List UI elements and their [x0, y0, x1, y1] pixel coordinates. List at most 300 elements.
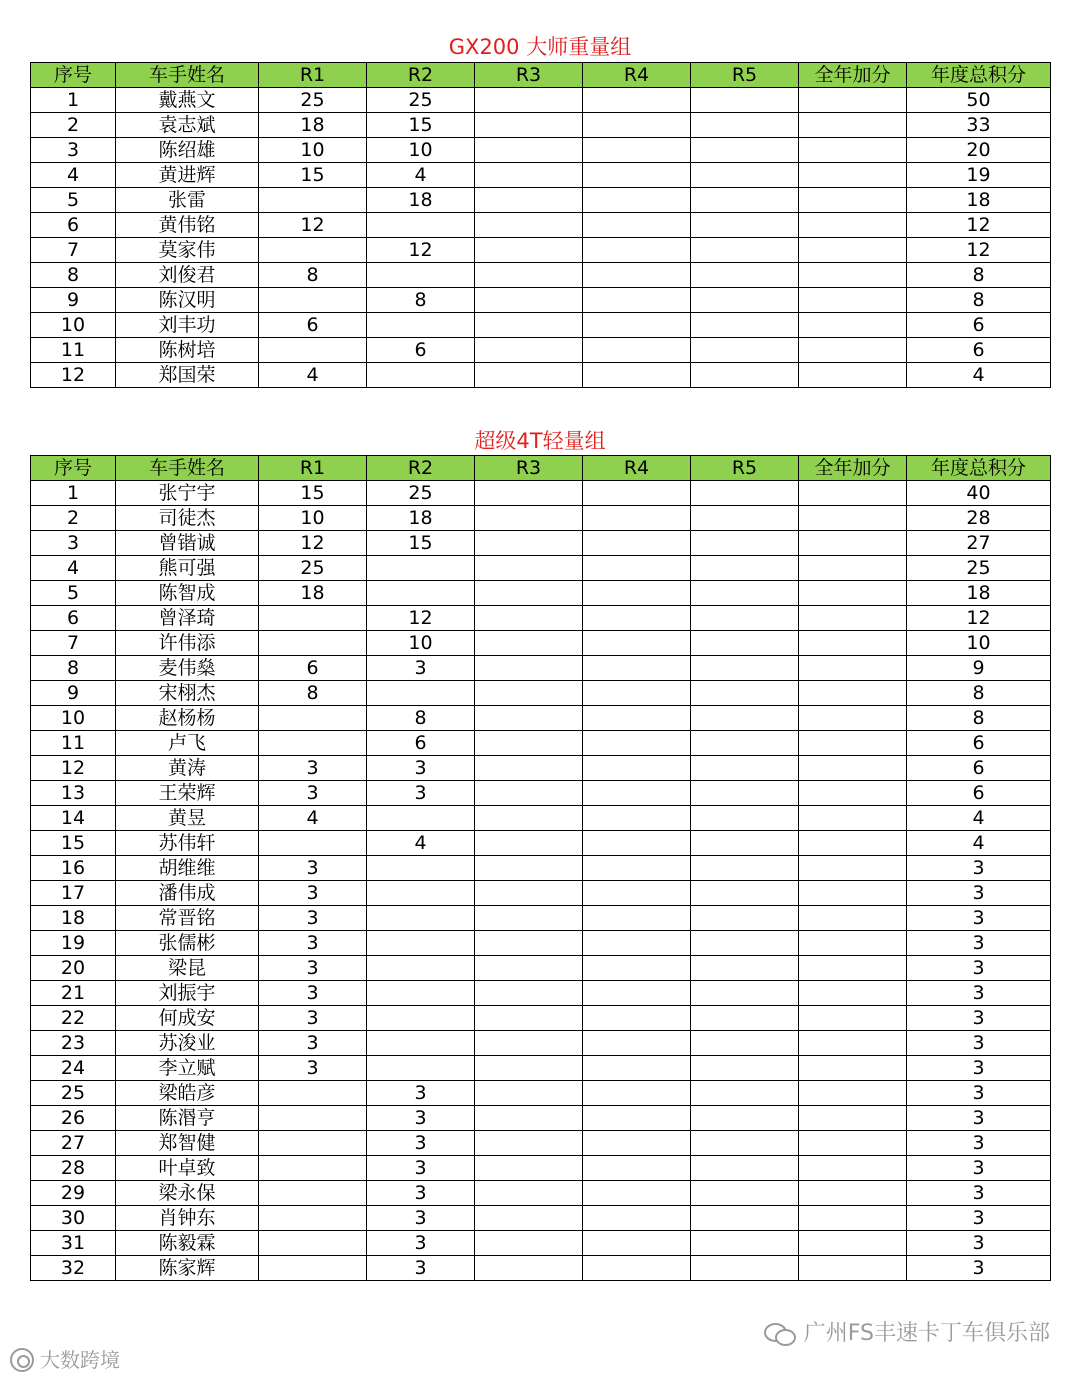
cell-rank: 27 [31, 1131, 116, 1156]
cell-driver-name: 苏浚业 [116, 1031, 259, 1056]
cell-rank: 7 [31, 631, 116, 656]
cell-r2 [367, 956, 475, 981]
cell-bonus [799, 313, 907, 338]
cell-r5 [691, 881, 799, 906]
table-row [31, 481, 1051, 506]
cell-r1: 3 [259, 1056, 367, 1081]
column-header-driver-name: 车手姓名 [116, 63, 259, 88]
cell-driver-name: 许伟添 [116, 631, 259, 656]
cell-r5 [691, 238, 799, 263]
cell-r1: 3 [259, 781, 367, 806]
cell-r2 [367, 1031, 475, 1056]
cell-total: 3 [907, 931, 1051, 956]
cell-total: 18 [907, 581, 1051, 606]
standings-table-4t-light [30, 455, 1051, 1281]
cell-r3 [475, 88, 583, 113]
table-row [31, 88, 1051, 113]
cell-rank: 13 [31, 781, 116, 806]
cell-rank: 1 [31, 88, 116, 113]
cell-r1 [259, 1131, 367, 1156]
cell-r3 [475, 656, 583, 681]
cell-r4 [583, 1131, 691, 1156]
cell-r1: 3 [259, 981, 367, 1006]
cell-r3 [475, 263, 583, 288]
table-header-row [31, 63, 1051, 88]
table-row [31, 188, 1051, 213]
cell-r1: 8 [259, 681, 367, 706]
cell-rank: 21 [31, 981, 116, 1006]
cell-bonus [799, 781, 907, 806]
cell-total: 6 [907, 338, 1051, 363]
cell-driver-name: 陈树培 [116, 338, 259, 363]
cell-r2 [367, 1056, 475, 1081]
cell-r5 [691, 263, 799, 288]
cell-r1 [259, 1156, 367, 1181]
standings-table-gx200 [30, 62, 1051, 388]
table-row [31, 1256, 1051, 1281]
cell-r2 [367, 681, 475, 706]
column-header-rank: 序号 [31, 456, 116, 481]
cell-r2: 18 [367, 188, 475, 213]
section-title-4t-light: 超级4T轻量组 [474, 429, 606, 453]
cell-driver-name: 潘伟成 [116, 881, 259, 906]
cell-r5 [691, 531, 799, 556]
cell-r3 [475, 1156, 583, 1181]
cell-rank: 28 [31, 1156, 116, 1181]
cell-r3 [475, 831, 583, 856]
cell-r4 [583, 656, 691, 681]
table-row [31, 138, 1051, 163]
cell-r4 [583, 1256, 691, 1281]
cell-rank: 8 [31, 263, 116, 288]
cell-rank: 15 [31, 831, 116, 856]
cell-driver-name: 李立赋 [116, 1056, 259, 1081]
cell-bonus [799, 481, 907, 506]
cell-r1: 12 [259, 531, 367, 556]
cell-rank: 9 [31, 288, 116, 313]
cell-r1: 15 [259, 163, 367, 188]
cell-total: 8 [907, 706, 1051, 731]
cell-rank: 9 [31, 681, 116, 706]
table-row [31, 706, 1051, 731]
cell-r5 [691, 706, 799, 731]
cell-total: 3 [907, 856, 1051, 881]
cell-total: 33 [907, 113, 1051, 138]
cell-bonus [799, 656, 907, 681]
source-watermark [10, 1346, 120, 1374]
cell-r4 [583, 1181, 691, 1206]
cell-r3 [475, 531, 583, 556]
cell-r1: 18 [259, 581, 367, 606]
cell-r5 [691, 213, 799, 238]
cell-r1: 25 [259, 556, 367, 581]
cell-r2 [367, 363, 475, 388]
cell-driver-name: 苏伟轩 [116, 831, 259, 856]
cell-bonus [799, 506, 907, 531]
cell-r1: 3 [259, 1006, 367, 1031]
cell-total: 3 [907, 956, 1051, 981]
cell-r5 [691, 981, 799, 1006]
cell-total: 3 [907, 1131, 1051, 1156]
cell-r1: 3 [259, 1031, 367, 1056]
table-row [31, 581, 1051, 606]
cell-rank: 30 [31, 1206, 116, 1231]
cell-driver-name: 张雷 [116, 188, 259, 213]
table-row [31, 806, 1051, 831]
cell-r2: 3 [367, 781, 475, 806]
cell-r2: 3 [367, 1131, 475, 1156]
cell-r3 [475, 706, 583, 731]
cell-r2: 3 [367, 1181, 475, 1206]
cell-total: 8 [907, 263, 1051, 288]
cell-driver-name: 陈智成 [116, 581, 259, 606]
cell-r4 [583, 856, 691, 881]
cell-rank: 29 [31, 1181, 116, 1206]
cell-r3 [475, 238, 583, 263]
cell-r2: 6 [367, 731, 475, 756]
cell-r5 [691, 556, 799, 581]
cell-r3 [475, 1031, 583, 1056]
column-header-r1: R1 [259, 63, 367, 88]
cell-r1 [259, 1231, 367, 1256]
cell-r1: 6 [259, 313, 367, 338]
cell-r2: 3 [367, 1156, 475, 1181]
cell-r5 [691, 781, 799, 806]
cell-r5 [691, 606, 799, 631]
cell-r2: 4 [367, 831, 475, 856]
cell-bonus [799, 1256, 907, 1281]
cell-driver-name: 张儒彬 [116, 931, 259, 956]
cell-bonus [799, 856, 907, 881]
cell-r4 [583, 238, 691, 263]
cell-rank: 2 [31, 506, 116, 531]
cell-r4 [583, 931, 691, 956]
cell-driver-name: 梁皓彦 [116, 1081, 259, 1106]
cell-r1: 8 [259, 263, 367, 288]
cell-total: 3 [907, 1106, 1051, 1131]
cell-total: 4 [907, 363, 1051, 388]
cell-total: 18 [907, 188, 1051, 213]
cell-driver-name: 戴燕文 [116, 88, 259, 113]
table-row [31, 1031, 1051, 1056]
cell-rank: 4 [31, 556, 116, 581]
cell-driver-name: 何成安 [116, 1006, 259, 1031]
cell-r5 [691, 656, 799, 681]
cell-bonus [799, 1206, 907, 1231]
table-row [31, 831, 1051, 856]
cell-total: 3 [907, 1156, 1051, 1181]
cell-total: 6 [907, 756, 1051, 781]
table-row [31, 956, 1051, 981]
cell-driver-name: 张宁宇 [116, 481, 259, 506]
cell-rank: 11 [31, 338, 116, 363]
cell-driver-name: 陈毅霖 [116, 1231, 259, 1256]
cell-r4 [583, 631, 691, 656]
cell-total: 12 [907, 606, 1051, 631]
cell-total: 8 [907, 288, 1051, 313]
cell-r5 [691, 481, 799, 506]
cell-r5 [691, 731, 799, 756]
cell-r2: 25 [367, 481, 475, 506]
cell-bonus [799, 706, 907, 731]
cell-r5 [691, 681, 799, 706]
cell-r1: 3 [259, 756, 367, 781]
cell-r4 [583, 981, 691, 1006]
column-header-r3: R3 [475, 63, 583, 88]
table-row [31, 856, 1051, 881]
table-row [31, 756, 1051, 781]
cell-r4 [583, 556, 691, 581]
cell-driver-name: 曾泽琦 [116, 606, 259, 631]
cell-r4 [583, 906, 691, 931]
cell-r3 [475, 581, 583, 606]
cell-r2 [367, 556, 475, 581]
cell-rank: 23 [31, 1031, 116, 1056]
cell-r4 [583, 163, 691, 188]
cell-r4 [583, 1031, 691, 1056]
cell-r3 [475, 1256, 583, 1281]
cell-rank: 16 [31, 856, 116, 881]
cell-r3 [475, 138, 583, 163]
cell-r2 [367, 981, 475, 1006]
cell-rank: 20 [31, 956, 116, 981]
table-header-row [31, 456, 1051, 481]
cell-rank: 10 [31, 706, 116, 731]
cell-r1 [259, 188, 367, 213]
cell-driver-name: 常晋铭 [116, 906, 259, 931]
cell-r5 [691, 831, 799, 856]
cell-total: 50 [907, 88, 1051, 113]
table-row [31, 313, 1051, 338]
cell-bonus [799, 138, 907, 163]
table-row [31, 1181, 1051, 1206]
column-header-r4: R4 [583, 63, 691, 88]
cell-r4 [583, 1056, 691, 1081]
cell-r5 [691, 313, 799, 338]
cell-driver-name: 叶卓致 [116, 1156, 259, 1181]
cell-r2: 3 [367, 1206, 475, 1231]
cell-rank: 24 [31, 1056, 116, 1081]
cell-bonus [799, 88, 907, 113]
cell-r3 [475, 631, 583, 656]
cell-total: 3 [907, 906, 1051, 931]
cell-r5 [691, 1206, 799, 1231]
cell-r2: 15 [367, 531, 475, 556]
cell-r2: 8 [367, 288, 475, 313]
cell-r3 [475, 756, 583, 781]
table-row [31, 213, 1051, 238]
table-row [31, 531, 1051, 556]
cell-total: 3 [907, 981, 1051, 1006]
club-watermark-text: 广州FS丰速卡丁车俱乐部 [803, 1321, 1050, 1346]
cell-r4 [583, 1106, 691, 1131]
cell-r1: 6 [259, 656, 367, 681]
cell-rank: 12 [31, 756, 116, 781]
cell-driver-name: 黄昱 [116, 806, 259, 831]
cell-r3 [475, 313, 583, 338]
cell-r3 [475, 1206, 583, 1231]
cell-r2: 3 [367, 1256, 475, 1281]
cell-rank: 18 [31, 906, 116, 931]
cell-rank: 3 [31, 138, 116, 163]
cell-bonus [799, 288, 907, 313]
cell-driver-name: 卢飞 [116, 731, 259, 756]
cell-rank: 4 [31, 163, 116, 188]
cell-r2: 10 [367, 631, 475, 656]
column-header-r5: R5 [691, 456, 799, 481]
cell-r5 [691, 956, 799, 981]
cell-driver-name: 莫家伟 [116, 238, 259, 263]
cell-r5 [691, 188, 799, 213]
cell-r5 [691, 906, 799, 931]
cell-total: 27 [907, 531, 1051, 556]
table-row [31, 113, 1051, 138]
table-row [31, 981, 1051, 1006]
table-row [31, 906, 1051, 931]
cell-driver-name: 黄伟铭 [116, 213, 259, 238]
cell-r4 [583, 1206, 691, 1231]
cell-bonus [799, 981, 907, 1006]
cell-bonus [799, 1131, 907, 1156]
cell-r5 [691, 88, 799, 113]
cell-r1: 3 [259, 931, 367, 956]
cell-r1: 25 [259, 88, 367, 113]
cell-r2 [367, 313, 475, 338]
cell-r3 [475, 1056, 583, 1081]
table-row [31, 1131, 1051, 1156]
cell-r1: 15 [259, 481, 367, 506]
cell-r3 [475, 288, 583, 313]
cell-r4 [583, 881, 691, 906]
cell-r5 [691, 1056, 799, 1081]
cell-total: 3 [907, 1031, 1051, 1056]
column-header-r1: R1 [259, 456, 367, 481]
cell-bonus [799, 238, 907, 263]
cell-r1 [259, 706, 367, 731]
cell-r4 [583, 506, 691, 531]
cell-bonus [799, 531, 907, 556]
table-row [31, 606, 1051, 631]
cell-rank: 22 [31, 1006, 116, 1031]
cell-r3 [475, 1181, 583, 1206]
cell-r1 [259, 1181, 367, 1206]
cell-r1: 3 [259, 856, 367, 881]
table-row [31, 631, 1051, 656]
cell-r2: 6 [367, 338, 475, 363]
cell-rank: 12 [31, 363, 116, 388]
cell-bonus [799, 606, 907, 631]
cell-rank: 10 [31, 313, 116, 338]
cell-r2 [367, 213, 475, 238]
cell-driver-name: 刘俊君 [116, 263, 259, 288]
cell-driver-name: 黄涛 [116, 756, 259, 781]
cell-r2: 12 [367, 238, 475, 263]
cell-r5 [691, 288, 799, 313]
cell-bonus [799, 681, 907, 706]
cell-r1: 4 [259, 363, 367, 388]
cell-r5 [691, 1131, 799, 1156]
cell-driver-name: 梁永保 [116, 1181, 259, 1206]
cell-total: 9 [907, 656, 1051, 681]
cell-r5 [691, 931, 799, 956]
cell-r1 [259, 606, 367, 631]
cell-rank: 2 [31, 113, 116, 138]
cell-r4 [583, 1006, 691, 1031]
cell-total: 12 [907, 238, 1051, 263]
cell-r3 [475, 338, 583, 363]
cell-total: 3 [907, 1256, 1051, 1281]
cell-r3 [475, 731, 583, 756]
cell-driver-name: 黄进辉 [116, 163, 259, 188]
table-row [31, 1056, 1051, 1081]
column-header-r5: R5 [691, 63, 799, 88]
cell-total: 19 [907, 163, 1051, 188]
cell-bonus [799, 1156, 907, 1181]
cell-r3 [475, 606, 583, 631]
section-title-gx200: GX200 大师重量组 [448, 35, 632, 59]
cell-driver-name: 赵杨杨 [116, 706, 259, 731]
cell-rank: 7 [31, 238, 116, 263]
cell-total: 3 [907, 881, 1051, 906]
cell-r2 [367, 806, 475, 831]
cell-r5 [691, 1006, 799, 1031]
column-header-total: 年度总积分 [907, 63, 1051, 88]
cell-total: 3 [907, 1006, 1051, 1031]
cell-r1 [259, 1106, 367, 1131]
cell-r3 [475, 906, 583, 931]
cell-r5 [691, 756, 799, 781]
cell-r5 [691, 1081, 799, 1106]
cell-total: 10 [907, 631, 1051, 656]
table-row [31, 781, 1051, 806]
cell-bonus [799, 1081, 907, 1106]
cell-r4 [583, 481, 691, 506]
cell-r4 [583, 806, 691, 831]
cell-r4 [583, 288, 691, 313]
cell-driver-name: 曾锴诚 [116, 531, 259, 556]
cell-r4 [583, 606, 691, 631]
cell-r3 [475, 481, 583, 506]
cell-bonus [799, 756, 907, 781]
cell-total: 12 [907, 213, 1051, 238]
cell-rank: 1 [31, 481, 116, 506]
column-header-r2: R2 [367, 63, 475, 88]
cell-r3 [475, 188, 583, 213]
wechat-icon [764, 1322, 798, 1346]
table-row [31, 1081, 1051, 1106]
cell-r3 [475, 213, 583, 238]
cell-driver-name: 刘丰功 [116, 313, 259, 338]
table-row [31, 1231, 1051, 1256]
cell-bonus [799, 263, 907, 288]
cell-driver-name: 郑智健 [116, 1131, 259, 1156]
cell-r5 [691, 581, 799, 606]
cell-total: 8 [907, 681, 1051, 706]
cell-r5 [691, 163, 799, 188]
cell-total: 25 [907, 556, 1051, 581]
cell-bonus [799, 956, 907, 981]
table-row [31, 238, 1051, 263]
cell-r3 [475, 163, 583, 188]
cell-rank: 6 [31, 606, 116, 631]
column-header-bonus: 全年加分 [799, 63, 907, 88]
cell-rank: 31 [31, 1231, 116, 1256]
cell-r3 [475, 506, 583, 531]
cell-r1: 10 [259, 506, 367, 531]
cell-r3 [475, 1231, 583, 1256]
source-watermark-text: 大数跨境 [40, 1348, 120, 1372]
cell-r4 [583, 213, 691, 238]
